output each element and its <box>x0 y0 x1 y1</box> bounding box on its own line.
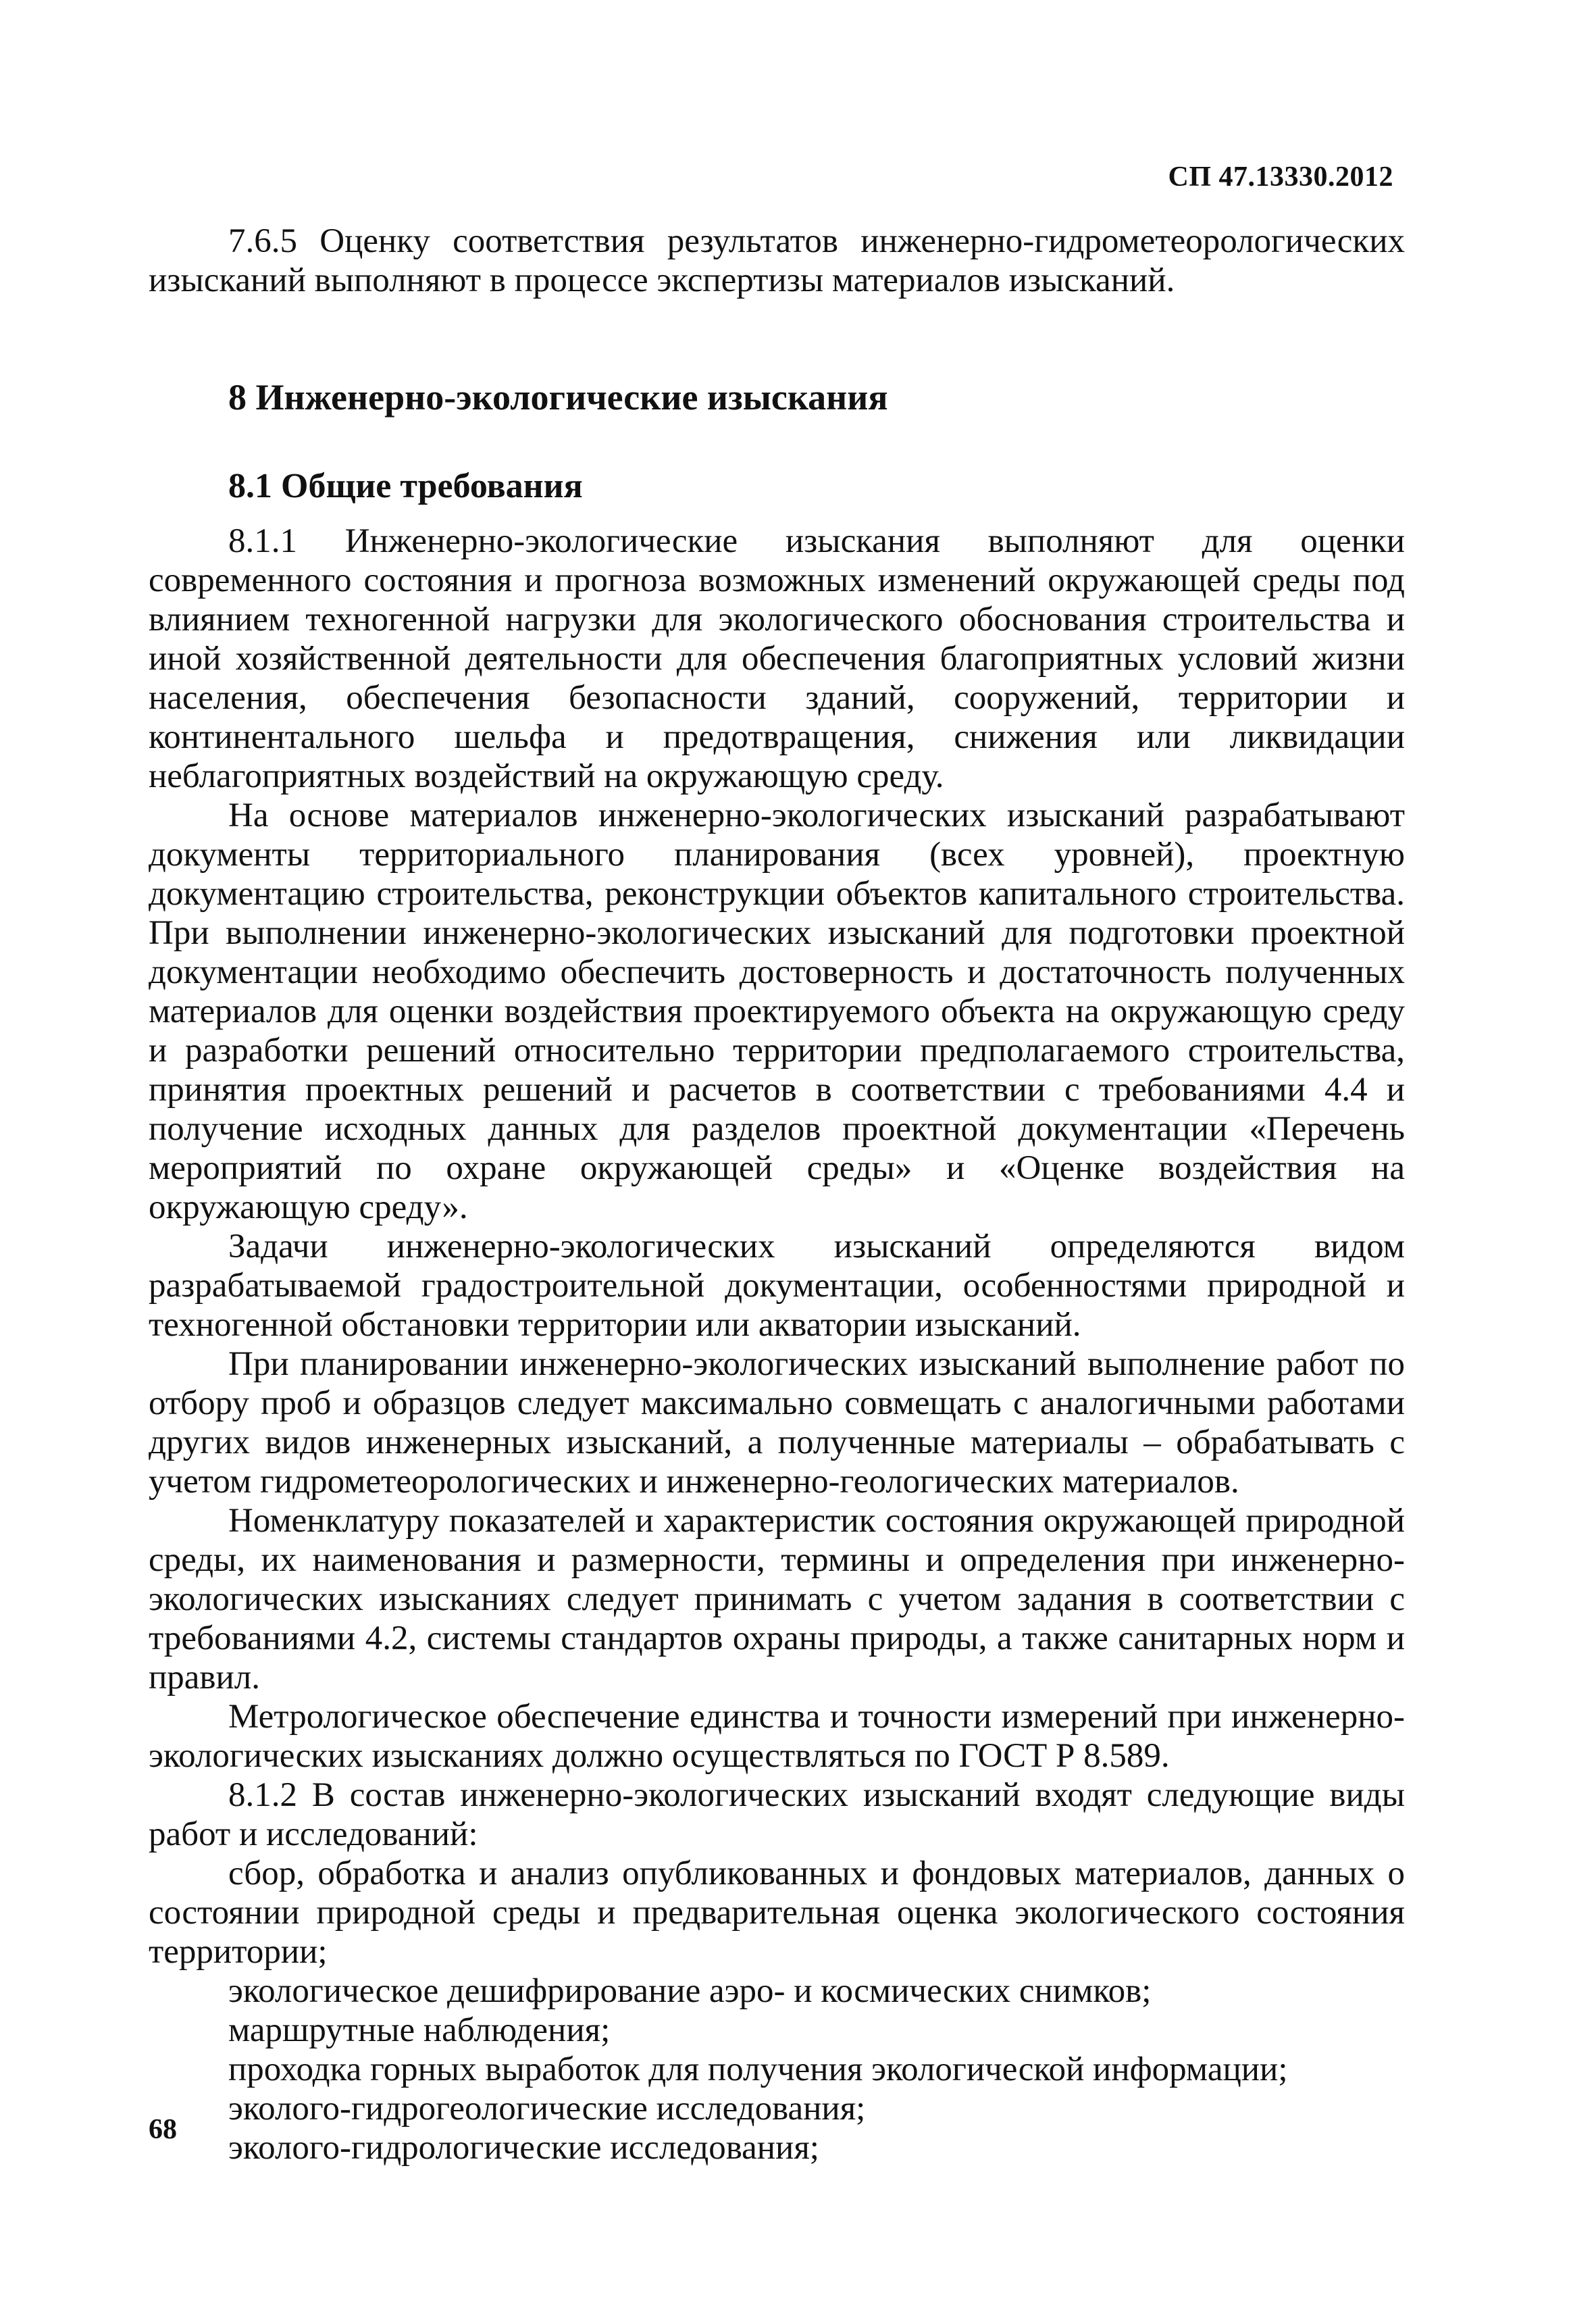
document-code-header: СП 47.13330.2012 <box>1168 161 1393 193</box>
paragraph-tasks: Задачи инженерно-экологических изысканий определяются видом разрабатываемой градостроительной документации, особенностями природной и техногенной обстановки территории или акватории изысканий. <box>149 1228 1405 1344</box>
section-8-heading: 8 Инженерно-экологические изыскания <box>228 377 888 418</box>
list-item: сбор, обработка и анализ опубликованных и фондовых материалов, данных о состоянии природной среды и предварительная оценка экологического состояния территории; <box>149 1855 1405 1971</box>
paragraph-8-1-1: 8.1.1 Инженерно-экологические изыскания выполняют для оценки современного состояния и прогноза возможных изменений окружающей среды под влиянием техногенной нагрузки для экологического обоснования строительства и иной хозяйственной деятельности для обеспечения благоприятных условий жизни населения, обеспечения безопасности зданий, сооружений, территории и континентального шельфа и предотвращения, снижения или ликвидации неблагоприятных воздействий на окружающую среду. <box>149 522 1405 795</box>
list-item: эколого-гидрогеологические исследования; <box>228 2090 866 2128</box>
paragraph-metrology: Метрологическое обеспечение единства и точности измерений при инженерно-экологических изысканиях должно осуществляться по ГОСТ Р 8.589. <box>149 1698 1405 1775</box>
paragraph-planning: При планировании инженерно-экологических изысканий выполнение работ по отбору проб и образцов следует максимально совмещать с аналогичными работами других видов инженерных изысканий, а полученные материалы – обрабатывать с учетом гидрометеорологических и инженерно-геологических материалов. <box>149 1345 1405 1501</box>
paragraph-nomenclature: Номенклатуру показателей и характеристик состояния окружающей природной среды, их наименования и размерности, термины и определения при инженерно-экологических изысканиях следует принимать с учетом задания в соответствии с требованиями 4.2, системы стандартов охраны природы, а также санитарных норм и правил. <box>149 1502 1405 1696</box>
list-item: маршрутные наблюдения; <box>228 2011 611 2049</box>
paragraph-documents: На основе материалов инженерно-экологических изысканий разрабатывают документы территориального планирования (всех уровней), проектную документацию строительства, реконструкции объектов капитального строительства. При выполнении инженерно-экологических изысканий для подготовки проектной документации необходимо обеспечить достоверность и достаточность полученных материалов для оценки воздействия проектируемого объекта на окружающую среду и разработки решений относительно территории предполагаемого строительства, принятия проектных решений и расчетов в соответствии с требованиями 4.4 и получение исходных данных для разделов проектной документации «Перечень мероприятий по охране окружающей среды» и «Оценке воздействия на окружающую среду». <box>149 797 1405 1226</box>
page-content <box>149 222 1405 2167</box>
paragraph-7-6-5: 7.6.5 Оценку соответствия результатов инженерно-гидрометеорологических изысканий выполняют в процессе экспертизы материалов изысканий. <box>149 222 1405 299</box>
list-item: эколого-гидрологические исследования; <box>228 2129 819 2167</box>
subsection-8-1-heading: 8.1 Общие требования <box>228 467 583 505</box>
paragraph-8-1-2: 8.1.2 В состав инженерно-экологических изысканий входят следующие виды работ и исследований: <box>149 1776 1405 1853</box>
page-number: 68 <box>149 2114 177 2145</box>
list-item: проходка горных выработок для получения экологической информации; <box>228 2051 1288 2088</box>
list-item: экологическое дешифрирование аэро- и космических снимков; <box>228 1972 1152 2010</box>
